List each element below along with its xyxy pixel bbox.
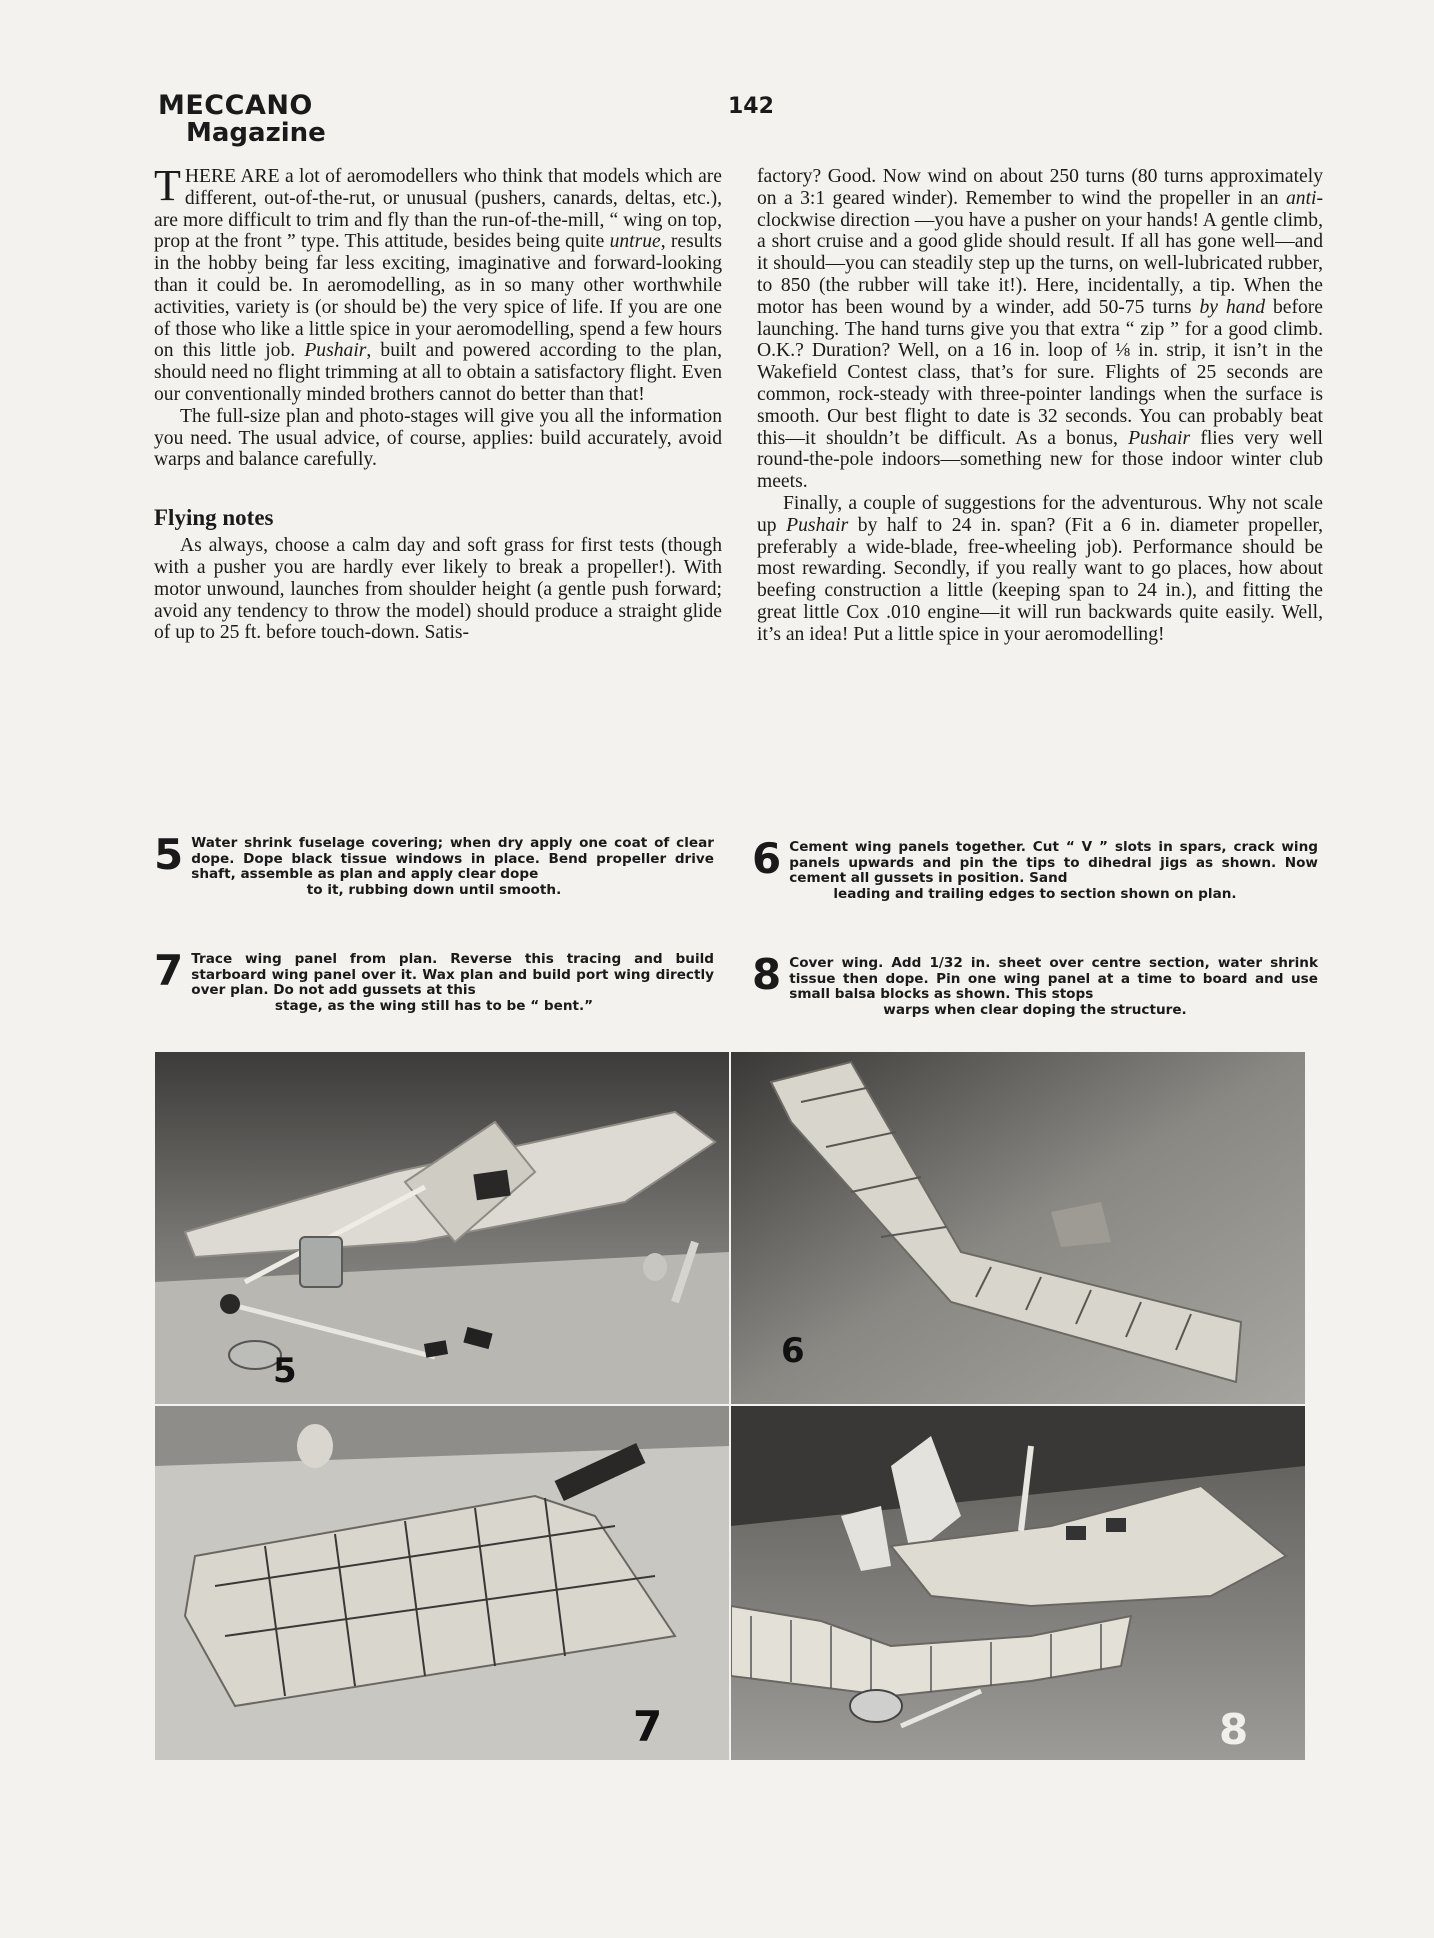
photo-label: 5	[273, 1351, 297, 1391]
photo-step-6-image	[731, 1052, 1305, 1404]
caption-step-5	[154, 830, 714, 898]
text-italic: Pushair	[1128, 427, 1191, 449]
masthead-title: MECCANO	[158, 90, 313, 121]
photo-step-6	[731, 1052, 1305, 1404]
caption-text-last: warps when clear doping the structure.	[883, 1001, 1187, 1018]
text-run: HERE ARE a lot of aeromodellers who think that models which are different, out-of-the-rut, or unusual (pushers, canards, deltas, etc.), are more difficult to trim and fly than the run-of-the-mill, “ wing on top, prop at the front ” type. This attitude, besides being quite	[154, 166, 722, 253]
caption-step-8	[752, 950, 1318, 1018]
caption-text: Cover wing. Add 1/32 in. sheet over centre section, water shrink tissue then dope. Pin one wing panel at a time to board and use small balsa blocks as shown. This stops	[789, 955, 1318, 1003]
caption-text: Cement wing panels together. Cut “ V ” slots in spars, crack wing panels upwards and pin the tips to dihedral jigs as shown. Now cement all gussets in position. Sand	[789, 839, 1318, 887]
caption-text-last: to it, rubbing down until smooth.	[306, 881, 562, 898]
text-italic: untrue	[609, 231, 661, 253]
text-italic: anti	[1285, 187, 1317, 209]
paragraph-flying-1: As always, choose a calm day and soft grass for first tests (though with a pusher you are hardly ever likely to break a propeller!). With motor unwound, launches from shoulder height (a gentle push forward; avoid any tendency to throw the model) should produce a straight glide of up to 25 ft. before touch-down. Satis-	[154, 535, 722, 644]
caption-text: Trace wing panel from plan. Reverse this tracing and build starboard wing panel over it. Wax plan and build port wing directly over plan. Do not add gussets at this	[191, 951, 714, 999]
masthead-subtitle: Magazine	[186, 118, 326, 149]
photo-label: 7	[633, 1702, 663, 1751]
masthead	[158, 92, 326, 148]
drop-cap: T	[154, 161, 181, 210]
page-number: 142	[728, 94, 774, 119]
photo-step-5-image	[155, 1052, 729, 1404]
paragraph-plan: The full-size plan and photo-stages will give you all the information you need. The usual advice, of course, applies: build accurately, avoid warps and balance carefully.	[154, 405, 722, 471]
text-run: , built and powered according to the plan, should need no flight trimming at all to obtain a satisfactory flight. Even our conventionally minded brothers cannot do better than that!	[154, 340, 722, 405]
photo-step-8-image	[731, 1406, 1305, 1760]
caption-text-last: leading and trailing edges to section shown on plan.	[833, 885, 1237, 902]
text-italic: Pushair	[786, 514, 849, 536]
caption-step-6	[752, 834, 1318, 902]
article-column-right	[757, 166, 1323, 646]
photo-step-7	[155, 1406, 729, 1760]
paragraph-flying-2	[757, 166, 1323, 493]
photo-step-8	[731, 1406, 1305, 1760]
photo-label: 6	[781, 1331, 805, 1371]
text-italic: Pushair	[304, 340, 367, 362]
caption-text: Water shrink fuselage covering; when dry apply one coat of clear dope. Dope black tissue windows in place. Bend propeller drive shaft, assemble as plan and apply clear dope	[191, 835, 714, 883]
text-run: Finally, a couple of suggestions for the adventurous. Why not scale up	[757, 492, 1323, 536]
text-run: before launching. The hand turns give you that extra “ zip ” for a good climb. O.K.? Duration? Well, on a 16 in. loop of ⅛ in. strip, it isn’t in the Wakefield Contest class, that’s for sure. Flights of 25 seconds are common, rock-steady with three-pointer landings when the surface is smooth. Our best flight to date is 32 seconds. You can probably beat this—it shouldn’t be difficult. As a bonus,	[757, 296, 1324, 449]
photo-label: 8	[1219, 1705, 1249, 1754]
section-heading-flying-notes: Flying notes	[154, 505, 274, 531]
photo-step-5	[155, 1052, 729, 1404]
text-run: , results in the hobby being far less exciting, imaginative and forward-looking than it could be. In aeromodelling, as in so many other worthwhile activities, variety is (or should be) the very spice of life. If you are one of those who like a little spice in your aeromodelling, spend a few hours on this little job.	[154, 231, 723, 362]
caption-number: 8	[752, 950, 782, 999]
text-run: by half to 24 in. span? (Fit a 6 in. diameter propeller, preferably a wide-blade, free-wheeling job). Performance should be most rewarding. Secondly, if you really want to go places, how about beefing construction a little (keeping span to 24 in.), and fitting the great little Cox .010 engine—it will run backwards quite easily. Well, it’s an idea! Put a little spice in your aeromodelling!	[757, 514, 1323, 645]
article-column-left	[154, 161, 723, 644]
caption-number: 5	[154, 830, 184, 879]
caption-number: 6	[752, 834, 782, 883]
caption-number: 7	[154, 946, 184, 995]
caption-text-last: stage, as the wing still has to be “ bent.”	[274, 997, 594, 1014]
text-italic: by hand	[1199, 296, 1266, 318]
text-run: factory? Good. Now wind on about 250 turns (80 turns approximately on a 3:1 geared winder). Remember to wind the propeller in an	[757, 166, 1323, 209]
caption-step-7	[154, 946, 714, 1014]
photo-step-7-image	[155, 1406, 729, 1760]
paragraph-suggestions	[757, 493, 1323, 646]
text-run: -clockwise direction —you have a pusher on your hands! A gentle climb, a short cruise and a good glide should result. If all has gone well—and it should—you can steadily step up the turns, on well-lubricated rubber, to 850 (the rubber will take it!). Here, incidentally, a tip. When the motor has been wound by a winder, add 50-75 turns	[757, 187, 1323, 318]
paragraph-intro	[154, 161, 723, 406]
text-run: flies very well round-the-pole indoors—something new for those indoor winter club meets.	[757, 427, 1323, 493]
